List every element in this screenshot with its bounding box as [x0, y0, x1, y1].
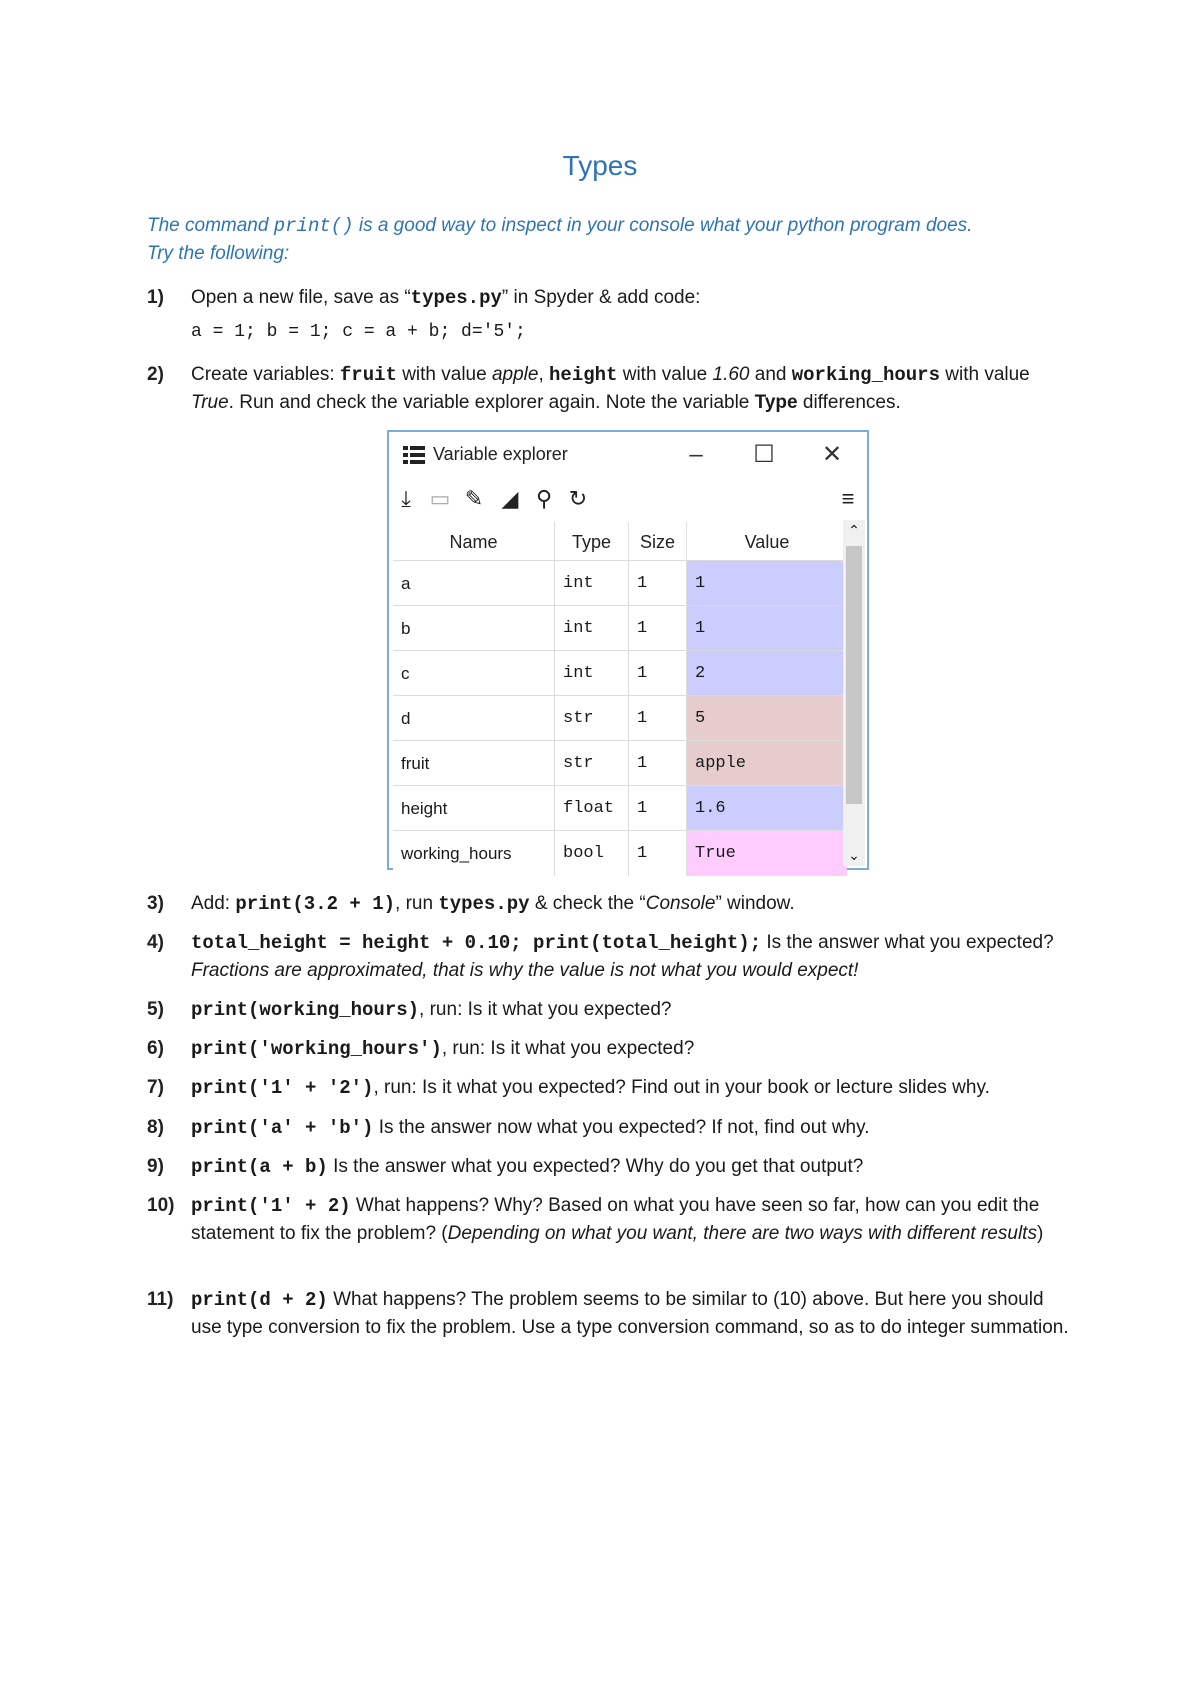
- eraser-icon[interactable]: ◢: [501, 486, 519, 511]
- minimize-icon[interactable]: –: [689, 441, 703, 468]
- import-data-icon[interactable]: ⤓: [401, 486, 411, 511]
- scrollbar-thumb[interactable]: [846, 546, 862, 804]
- scroll-up-icon[interactable]: ⌃: [848, 522, 860, 538]
- scroll-down-icon[interactable]: ⌄: [848, 847, 860, 863]
- cell-value: 5: [687, 696, 847, 741]
- vertical-scrollbar[interactable]: [843, 520, 865, 866]
- toolbar: [389, 480, 867, 520]
- table-row[interactable]: [393, 650, 847, 696]
- cell-name: c: [393, 651, 555, 696]
- cell-type: str: [555, 741, 629, 786]
- cell-name: d: [393, 696, 555, 741]
- cell-type: int: [555, 561, 629, 606]
- window-title: Variable explorer: [433, 444, 568, 464]
- cell-value: 2: [687, 651, 847, 696]
- save-as-icon[interactable]: ✎: [464, 486, 484, 511]
- cell-value: 1: [687, 561, 847, 606]
- column-header-type[interactable]: Type: [555, 522, 629, 560]
- cell-type: int: [555, 651, 629, 696]
- table-row[interactable]: [393, 560, 847, 606]
- cell-size: 1: [629, 651, 687, 696]
- cell-name: a: [393, 561, 555, 606]
- cell-type: str: [555, 696, 629, 741]
- cell-value: True: [687, 831, 847, 876]
- cell-value: 1: [687, 606, 847, 651]
- intro-paragraph: The command print() is a good way to inspect in your console what your python program does. Try the following:: [147, 215, 973, 264]
- cell-type: float: [555, 786, 629, 831]
- cell-size: 1: [629, 696, 687, 741]
- table-row[interactable]: [393, 830, 847, 876]
- cell-size: 1: [629, 606, 687, 651]
- column-header-size[interactable]: Size: [629, 522, 687, 560]
- table-row[interactable]: [393, 740, 847, 786]
- variable-explorer-window[interactable]: [387, 430, 869, 870]
- intro-code: print(): [273, 215, 354, 237]
- table-row[interactable]: [393, 605, 847, 651]
- refresh-icon[interactable]: ↻: [568, 486, 588, 511]
- window-titlebar[interactable]: [389, 432, 867, 478]
- cell-value: 1.6: [687, 786, 847, 831]
- page-title: Types: [562, 150, 638, 181]
- cell-type: int: [555, 606, 629, 651]
- code-line: a = 1; b = 1; c = a + b; d='5';: [191, 322, 526, 342]
- cell-name: height: [393, 786, 555, 831]
- table-row[interactable]: [393, 695, 847, 741]
- menu-icon[interactable]: ≡: [841, 486, 855, 511]
- search-icon[interactable]: ⚲: [535, 486, 553, 511]
- cell-size: 1: [629, 831, 687, 876]
- cell-name: working_hours: [393, 831, 555, 876]
- cell-name: fruit: [393, 741, 555, 786]
- column-header-name[interactable]: Name: [393, 522, 555, 560]
- save-icon[interactable]: ▭: [429, 486, 451, 511]
- table-icon: [403, 445, 425, 465]
- cell-size: 1: [629, 786, 687, 831]
- table-row[interactable]: [393, 785, 847, 831]
- maximize-icon[interactable]: ☐: [753, 441, 775, 468]
- cell-size: 1: [629, 741, 687, 786]
- cell-size: 1: [629, 561, 687, 606]
- column-header-value[interactable]: Value: [744, 532, 790, 552]
- cell-type: bool: [555, 831, 629, 876]
- cell-value: apple: [687, 741, 847, 786]
- close-icon[interactable]: ✕: [821, 441, 843, 468]
- cell-name: b: [393, 606, 555, 651]
